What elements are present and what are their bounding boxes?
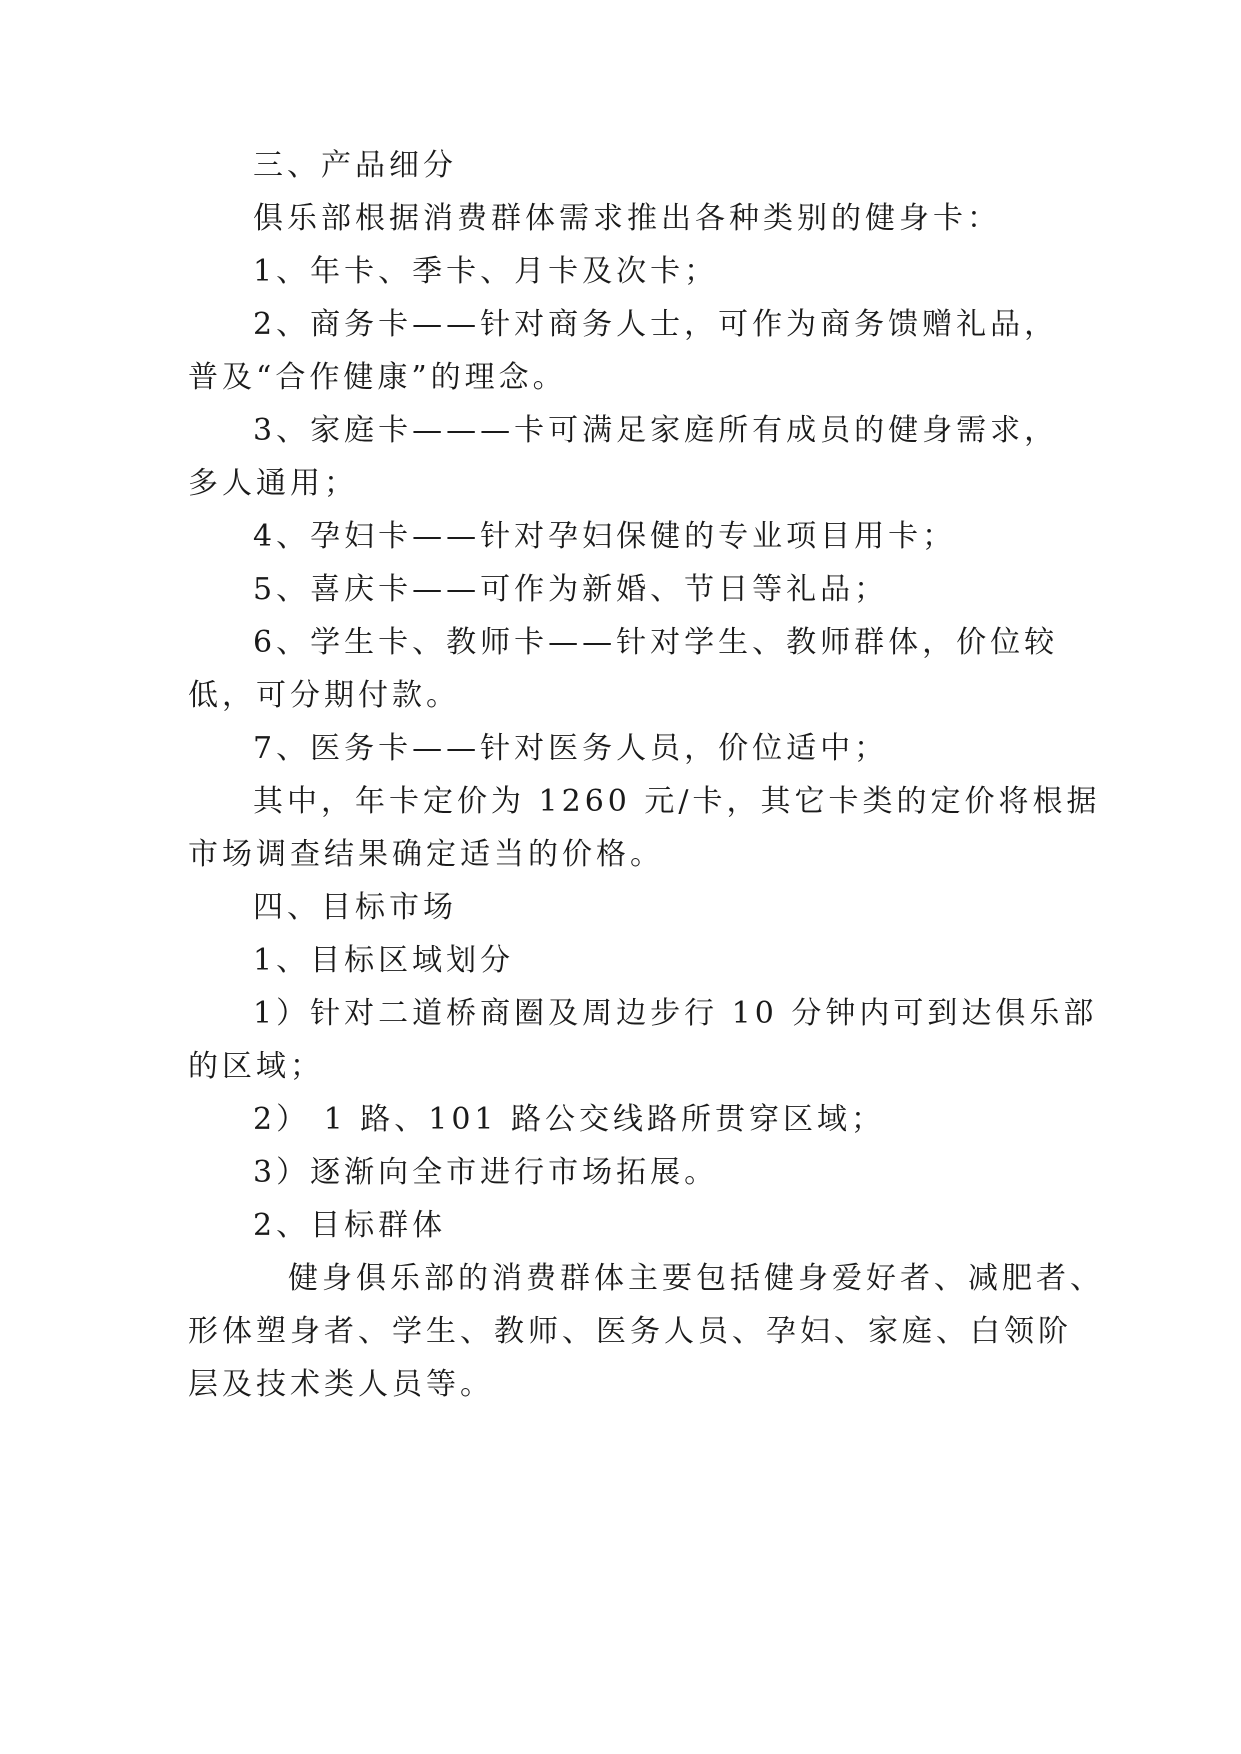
list-item: 1）针对二道桥商圈及周边步行 10 分钟内可到达俱乐部 bbox=[253, 996, 1098, 1031]
paragraph-line: 健身俱乐部的消费群体主要包括健身爱好者、减肥者、 bbox=[288, 1261, 1104, 1296]
list-item: 1、年卡、季卡、月卡及次卡； bbox=[253, 254, 719, 289]
list-item: 7、医务卡——针对医务人员，价位适中； bbox=[253, 731, 889, 766]
paragraph-line: 市场调查结果确定适当的价格。 bbox=[188, 837, 664, 872]
list-item: 6、学生卡、教师卡——针对学生、教师群体，价位较 bbox=[253, 625, 1059, 660]
subheading: 1、目标区域划分 bbox=[253, 943, 515, 978]
paragraph-line: 的区域； bbox=[188, 1049, 324, 1084]
paragraph-line: 低，可分期付款。 bbox=[188, 678, 460, 713]
section-heading-product-segmentation: 三、产品细分 bbox=[253, 148, 457, 183]
list-item: 4、孕妇卡——针对孕妇保健的专业项目用卡； bbox=[253, 519, 957, 554]
list-item: 2） 1 路、101 路公交线路所贯穿区域； bbox=[253, 1102, 886, 1137]
subheading: 2、目标群体 bbox=[253, 1208, 447, 1243]
paragraph-line: 层及技术类人员等。 bbox=[188, 1367, 494, 1402]
paragraph-line: 其中，年卡定价为 1260 元/卡，其它卡类的定价将根据 bbox=[253, 784, 1101, 819]
paragraph-line: 俱乐部根据消费群体需求推出各种类别的健身卡： bbox=[253, 201, 1001, 236]
list-item: 3、家庭卡———卡可满足家庭所有成员的健身需求， bbox=[253, 413, 1059, 448]
paragraph-line: 多人通用； bbox=[188, 466, 358, 501]
list-item: 5、喜庆卡——可作为新婚、节日等礼品； bbox=[253, 572, 889, 607]
paragraph-line: 形体塑身者、学生、教师、医务人员、孕妇、家庭、白领阶 bbox=[188, 1314, 1072, 1349]
list-item: 2、商务卡——针对商务人士，可作为商务馈赠礼品， bbox=[253, 307, 1059, 342]
paragraph-line: 普及“合作健康”的理念。 bbox=[188, 360, 567, 395]
section-heading-target-market: 四、目标市场 bbox=[253, 890, 457, 925]
list-item: 3）逐渐向全市进行市场拓展。 bbox=[253, 1155, 719, 1190]
